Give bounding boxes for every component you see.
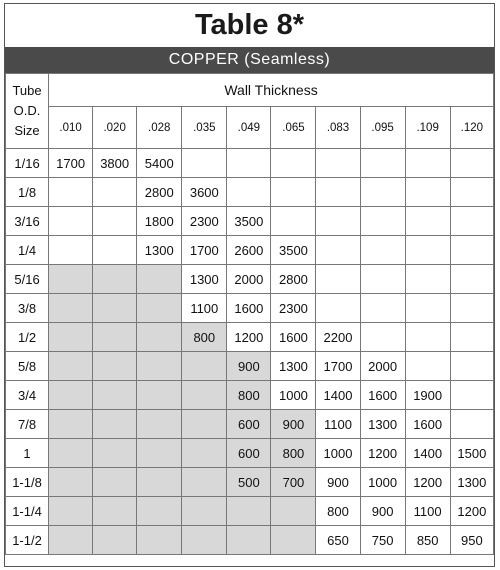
pressure-cell: 1600: [360, 381, 405, 410]
pressure-cell: [271, 149, 316, 178]
shaded-cell: [93, 468, 137, 497]
pressure-cell: [93, 207, 137, 236]
pressure-cell: 1600: [227, 294, 271, 323]
pressure-cell: 1200: [450, 497, 493, 526]
pressure-cell: 750: [360, 526, 405, 555]
shaded-cell: [137, 294, 182, 323]
shaded-cell: [271, 497, 316, 526]
shaded-cell: [49, 323, 93, 352]
pressure-cell: [49, 236, 93, 265]
pressure-cell: [450, 381, 493, 410]
shaded-cell: [93, 497, 137, 526]
shaded-cell: [49, 439, 93, 468]
pressure-cell: 900: [360, 497, 405, 526]
pressure-cell: 1300: [360, 410, 405, 439]
pressure-cell: 1100: [405, 497, 450, 526]
pressure-cell: 1400: [316, 381, 360, 410]
shaded-cell: [182, 468, 227, 497]
shaded-cell: [182, 352, 227, 381]
pressure-cell: 1000: [360, 468, 405, 497]
shaded-cell: [137, 497, 182, 526]
shaded-cell: [137, 439, 182, 468]
tube-size-cell: 5/8: [6, 352, 49, 381]
material-banner: COPPER (Seamless): [5, 47, 494, 73]
shaded-cell: 800: [227, 381, 271, 410]
wall-thickness-column-header: .010: [49, 107, 93, 149]
pressure-cell: [450, 236, 493, 265]
shaded-cell: [137, 526, 182, 555]
pressure-cell: [360, 236, 405, 265]
tube-size-cell: 1/4: [6, 236, 49, 265]
wall-thickness-column-header: .095: [360, 107, 405, 149]
shaded-cell: [137, 468, 182, 497]
wall-thickness-column-header: .028: [137, 107, 182, 149]
pressure-cell: [450, 149, 493, 178]
tube-size-cell: 1/2: [6, 323, 49, 352]
pressure-cell: 1900: [405, 381, 450, 410]
pressure-cell: 850: [405, 526, 450, 555]
pressure-cell: [93, 178, 137, 207]
table-row: [6, 526, 494, 555]
pressure-cell: [360, 149, 405, 178]
pressure-cell: 2800: [271, 265, 316, 294]
pressure-cell: [227, 178, 271, 207]
shaded-cell: [137, 352, 182, 381]
pressure-cell: 650: [316, 526, 360, 555]
pressure-cell: 2600: [227, 236, 271, 265]
table-row: [6, 439, 494, 468]
pressure-cell: [93, 236, 137, 265]
pressure-cell: 2200: [316, 323, 360, 352]
table-row: [6, 207, 494, 236]
table-row: [6, 410, 494, 439]
table-row: [6, 265, 494, 294]
shaded-cell: [271, 526, 316, 555]
tube-size-cell: 7/8: [6, 410, 49, 439]
pressure-cell: [450, 410, 493, 439]
shaded-cell: [137, 410, 182, 439]
pressure-cell: [405, 149, 450, 178]
pressure-cell: 1200: [227, 323, 271, 352]
pressure-cell: [316, 149, 360, 178]
tube-size-cell: 3/8: [6, 294, 49, 323]
shaded-cell: [93, 439, 137, 468]
pressure-cell: [360, 265, 405, 294]
pressure-cell: [405, 207, 450, 236]
shaded-cell: [93, 526, 137, 555]
wall-thickness-header: Wall Thickness: [49, 74, 494, 107]
wall-thickness-column-header: .120: [450, 107, 493, 149]
shaded-cell: [137, 323, 182, 352]
shaded-cell: [49, 410, 93, 439]
pressure-cell: 1200: [360, 439, 405, 468]
shaded-cell: [137, 381, 182, 410]
wall-thickness-column-header: .065: [271, 107, 316, 149]
tube-size-cell: 1: [6, 439, 49, 468]
pressure-cell: 3800: [93, 149, 137, 178]
pressure-cell: [182, 149, 227, 178]
shaded-cell: [93, 410, 137, 439]
shaded-cell: [49, 294, 93, 323]
shaded-cell: 800: [182, 323, 227, 352]
shaded-cell: [227, 497, 271, 526]
wall-thickness-column-header: .049: [227, 107, 271, 149]
tube-size-cell: 3/4: [6, 381, 49, 410]
pressure-cell: 2000: [360, 352, 405, 381]
pressure-grid: [5, 73, 494, 555]
pressure-cell: [227, 149, 271, 178]
pressure-cell: 1100: [182, 294, 227, 323]
pressure-cell: 3500: [227, 207, 271, 236]
table-row: [6, 497, 494, 526]
pressure-cell: 1500: [450, 439, 493, 468]
wall-thickness-column-header: .035: [182, 107, 227, 149]
tube-size-cell: 5/16: [6, 265, 49, 294]
tube-size-cell: 3/16: [6, 207, 49, 236]
pressure-cell: [450, 265, 493, 294]
pressure-cell: 1600: [271, 323, 316, 352]
pressure-cell: [405, 323, 450, 352]
tube-size-cell: 1/16: [6, 149, 49, 178]
shaded-cell: [49, 497, 93, 526]
shaded-cell: 700: [271, 468, 316, 497]
pressure-cell: 3600: [182, 178, 227, 207]
pressure-cell: 1700: [49, 149, 93, 178]
pressure-cell: 1600: [405, 410, 450, 439]
pressure-cell: [316, 178, 360, 207]
pressure-cell: [450, 323, 493, 352]
tube-size-cell: 1/8: [6, 178, 49, 207]
shaded-cell: [93, 265, 137, 294]
pressure-cell: [271, 178, 316, 207]
pressure-cell: 2800: [137, 178, 182, 207]
pressure-cell: 1300: [271, 352, 316, 381]
pressure-cell: 1300: [450, 468, 493, 497]
shaded-cell: [182, 381, 227, 410]
tube-size-cell: 1-1/4: [6, 497, 49, 526]
shaded-cell: [182, 410, 227, 439]
table-row: [6, 381, 494, 410]
pressure-cell: 2300: [182, 207, 227, 236]
pressure-cell: [360, 323, 405, 352]
tube-size-cell: 1-1/8: [6, 468, 49, 497]
pressure-cell: 1000: [271, 381, 316, 410]
pressure-cell: 1300: [182, 265, 227, 294]
shaded-cell: [93, 352, 137, 381]
tube-size-header: [6, 74, 49, 149]
shaded-cell: [49, 352, 93, 381]
pressure-cell: [360, 207, 405, 236]
shaded-cell: [182, 526, 227, 555]
shaded-cell: [93, 294, 137, 323]
pressure-cell: 1800: [137, 207, 182, 236]
wall-thickness-column-header: .109: [405, 107, 450, 149]
table-row: [6, 468, 494, 497]
shaded-cell: [227, 526, 271, 555]
shaded-cell: [49, 381, 93, 410]
pressure-cell: 1200: [405, 468, 450, 497]
table-title: Table 8*: [194, 9, 305, 41]
wall-thickness-column-header: .083: [316, 107, 360, 149]
pressure-cell: 1000: [316, 439, 360, 468]
tube-size-cell: 1-1/2: [6, 526, 49, 555]
pressure-cell: 2300: [271, 294, 316, 323]
shaded-cell: 600: [227, 439, 271, 468]
shaded-cell: [137, 265, 182, 294]
pressure-cell: [316, 294, 360, 323]
pressure-cell: [360, 178, 405, 207]
pressure-cell: [450, 294, 493, 323]
shaded-cell: [49, 468, 93, 497]
pressure-cell: 1700: [316, 352, 360, 381]
pressure-cell: [316, 207, 360, 236]
shaded-cell: [49, 526, 93, 555]
pressure-cell: [49, 207, 93, 236]
shaded-cell: 600: [227, 410, 271, 439]
pressure-cell: [316, 265, 360, 294]
wall-thickness-column-header: .020: [93, 107, 137, 149]
pressure-cell: [271, 207, 316, 236]
shaded-cell: [49, 265, 93, 294]
pressure-cell: [450, 352, 493, 381]
pressure-table: [5, 73, 494, 555]
pressure-cell: 900: [316, 468, 360, 497]
pressure-cell: [405, 178, 450, 207]
pressure-cell: [405, 294, 450, 323]
pressure-cell: [450, 178, 493, 207]
shaded-cell: [182, 497, 227, 526]
tube-size-header-line: Tube: [12, 83, 42, 98]
table-row: [6, 352, 494, 381]
pressure-cell: 1400: [405, 439, 450, 468]
pressure-cell: 2000: [227, 265, 271, 294]
table-row: [6, 149, 494, 178]
pressure-cell: 1300: [137, 236, 182, 265]
tube-size-header-line: O.D.: [13, 103, 41, 118]
pressure-cell: 800: [316, 497, 360, 526]
shaded-cell: 900: [271, 410, 316, 439]
shaded-cell: 900: [227, 352, 271, 381]
shaded-cell: [182, 439, 227, 468]
pressure-cell: [405, 265, 450, 294]
shaded-cell: [93, 323, 137, 352]
tube-size-header-line: Size: [14, 123, 40, 138]
pressure-cell: [360, 294, 405, 323]
shaded-cell: 800: [271, 439, 316, 468]
pressure-cell: 3500: [271, 236, 316, 265]
pressure-cell: 1700: [182, 236, 227, 265]
table-frame: [4, 3, 495, 567]
pressure-cell: [405, 236, 450, 265]
table-row: [6, 294, 494, 323]
shaded-cell: [93, 381, 137, 410]
table-row: [6, 236, 494, 265]
table-row: [6, 323, 494, 352]
pressure-cell: 5400: [137, 149, 182, 178]
pressure-cell: 950: [450, 526, 493, 555]
shaded-cell: 500: [227, 468, 271, 497]
pressure-cell: [49, 178, 93, 207]
table-row: [6, 178, 494, 207]
pressure-cell: [405, 352, 450, 381]
pressure-cell: [316, 236, 360, 265]
pressure-cell: [450, 207, 493, 236]
pressure-cell: 1100: [316, 410, 360, 439]
